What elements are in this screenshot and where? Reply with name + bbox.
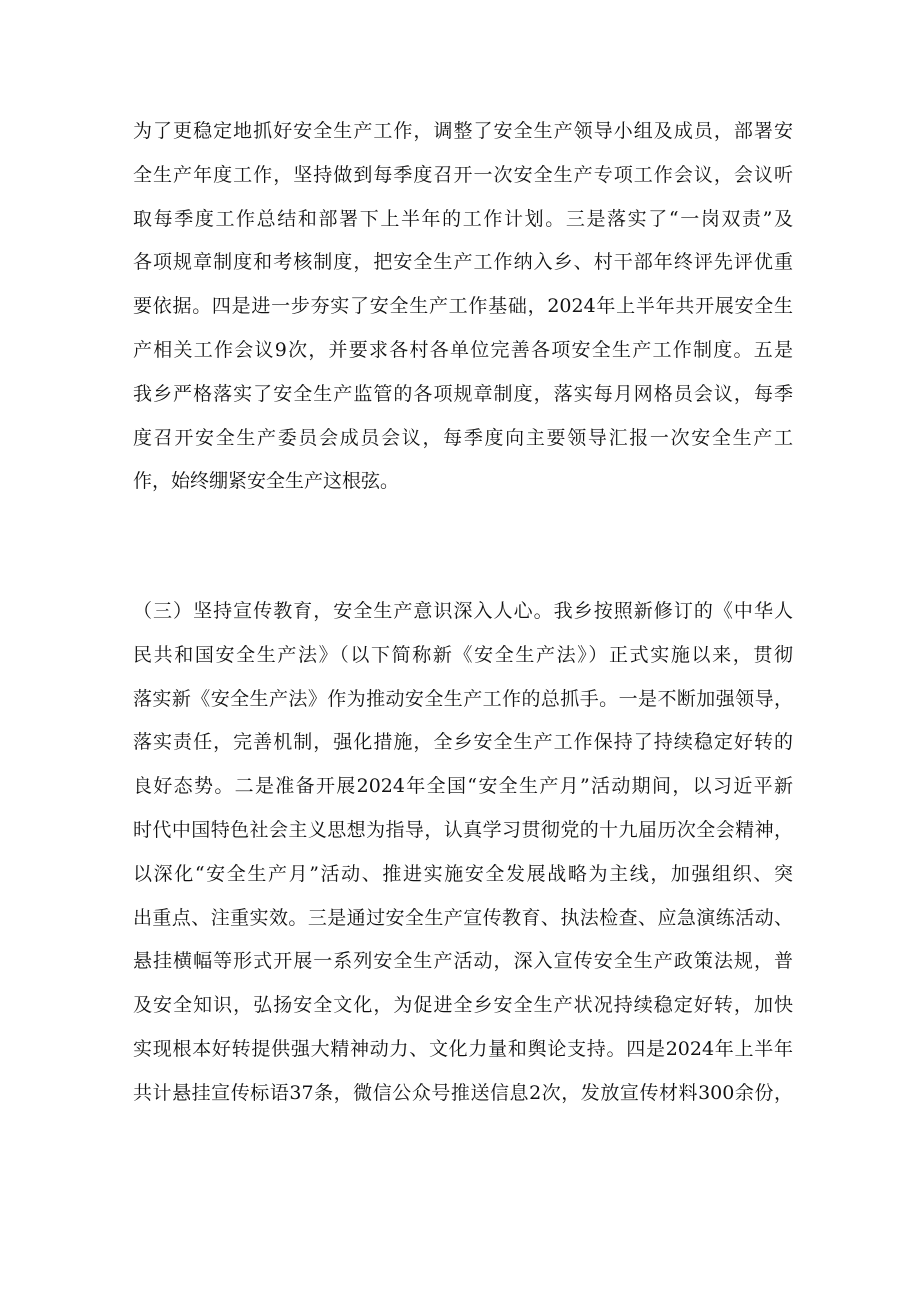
text-line: 我乡严格落实了安全生产监管的各项规章制度，落实每月网格员会议，每季 [133, 382, 793, 405]
text-line: 取每季度工作总结和部署下上半年的工作计划。三是落实了“一岗双责”及 [133, 207, 793, 230]
text-line: 要依据。四是进一步夯实了安全生产工作基础，2024年上半年共开展安全生 [133, 295, 793, 318]
text-line: 时代中国特色社会主义思想为指导，认真学习贯彻党的十九届历次全会精神， [133, 818, 793, 841]
paragraph-publicity-education [133, 597, 793, 1123]
text-line: 落实新《安全生产法》作为推动安全生产工作的总抓手。一是不断加强领导， [133, 687, 793, 710]
text-line: 及安全知识，弘扬安全文化，为促进全乡安全生产状况持续稳定好转，加快 [133, 994, 793, 1017]
text-line: 为了更稳定地抓好安全生产工作，调整了安全生产领导小组及成员，部署安 [133, 120, 793, 142]
text-line: 共计悬挂宣传标语37条，微信公众号推送信息2次，发放宣传材料300余份， [133, 1081, 793, 1104]
text-line: 以深化“安全生产月”活动、推进实施安全发展战略为主线，加强组织、突 [133, 862, 793, 885]
text-line: 民共和国安全生产法》（以下简称新《安全生产法》）正式实施以来，贯彻 [133, 643, 793, 666]
text-line: 产相关工作会议9次，并要求各村各单位完善各项安全生产工作制度。五是 [133, 338, 793, 361]
paragraph-safety-management [133, 117, 793, 511]
text-line: （三）坚持宣传教育，安全生产意识深入人心。我乡按照新修订的《中华人 [133, 600, 793, 622]
text-line: 各项规章制度和考核制度，把安全生产工作纳入乡、村干部年终评先评优重 [133, 251, 793, 274]
text-line: 落实责任，完善机制，强化措施，全乡安全生产工作保持了持续稳定好转的 [133, 731, 793, 754]
text-line: 作，始终绷紧安全生产这根弦。 [133, 470, 400, 493]
text-line: 悬挂横幅等形式开展一系列安全生产活动，深入宣传安全生产政策法规，普 [133, 950, 793, 973]
text-line: 度召开安全生产委员会成员会议，每季度向主要领导汇报一次安全生产工 [133, 426, 793, 449]
text-line: 良好态势。二是准备开展2024年全国“安全生产月”活动期间，以习近平新 [133, 775, 793, 798]
text-line: 出重点、注重实效。三是通过安全生产宣传教育、执法检查、应急演练活动、 [133, 906, 793, 929]
text-line: 全生产年度工作，坚持做到每季度召开一次安全生产专项工作会议，会议听 [133, 163, 793, 186]
text-line: 实现根本好转提供强大精神动力、文化力量和舆论支持。四是2024年上半年 [133, 1037, 793, 1060]
